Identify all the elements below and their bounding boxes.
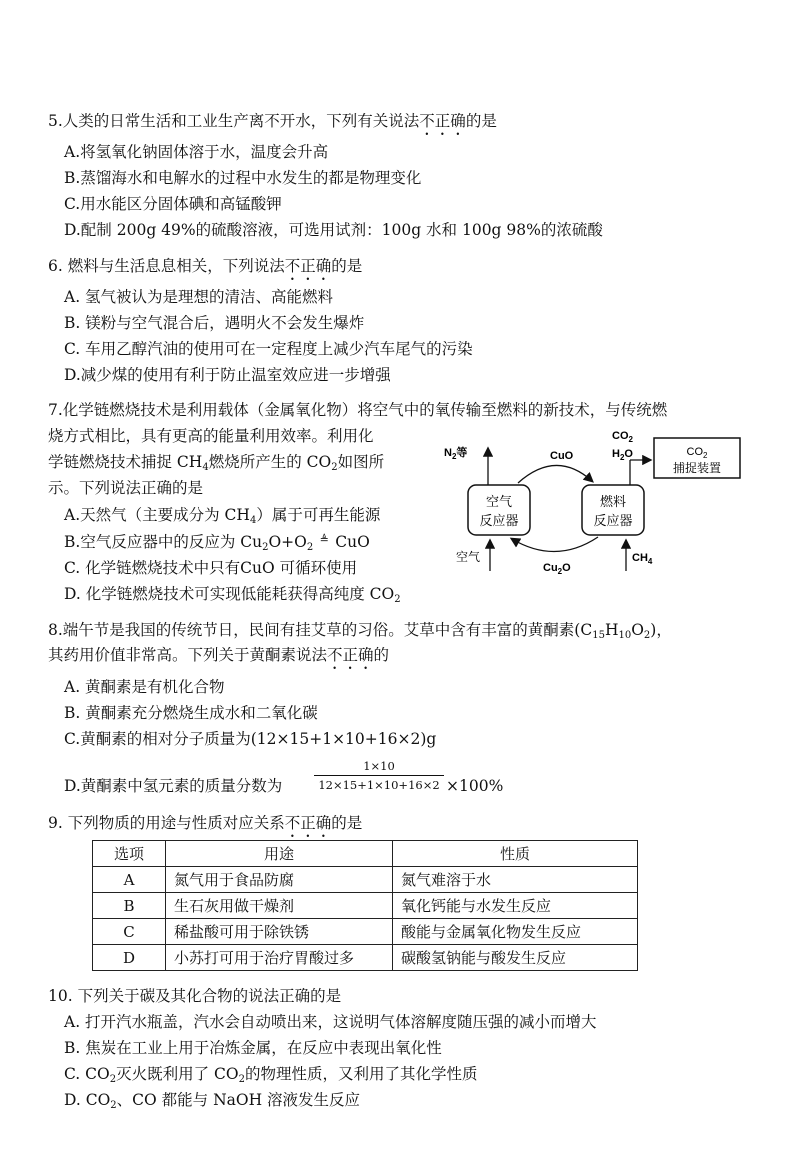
q6-option-a: A. 氢气被认为是理想的清洁、高能燃料 xyxy=(64,288,334,306)
ch4-label: $CH_4$ xyxy=(632,552,653,566)
q8-stem-line2: 其药用价值非常高。下列关于黄酮素说法不正确的 xyxy=(48,646,390,664)
cu2o-flow-arrow xyxy=(512,537,598,552)
q10-stem: 10. 下列关于碳及其化合物的说法正确的是 xyxy=(48,987,342,1005)
q5-stem: 5.人类的日常生活和工业生产离不开水，下列有关说法不正确的是 xyxy=(48,112,497,130)
n2-label: $N_2$等 xyxy=(444,447,468,461)
co2-label: $CO_2$ xyxy=(612,430,633,444)
q7-stem-line3: 学链燃烧技术捕捉 $CH_4$燃烧所产生的 $CO_2$如图所 xyxy=(48,453,385,473)
fraction-denominator: 12×15+1×10+16×2 xyxy=(318,778,440,792)
q5-option-a: A.将氢氧化钠固体溶于水，温度会升高 xyxy=(64,143,329,161)
q5-option-b: B.蒸馏海水和电解水的过程中水发生的都是物理变化 xyxy=(64,169,422,187)
cell-use: 生石灰用做干燥剂 xyxy=(166,893,393,919)
cu2o-label: $Cu_2O$ xyxy=(543,562,571,575)
q6-stem: 6. 燃料与生活息息相关，下列说法不正确的是 xyxy=(48,257,363,275)
cuo-label: CuO xyxy=(550,450,574,462)
capture-device-co2: $CO_2$ xyxy=(686,446,708,460)
cell-property: 碳酸氢钠能与酸发生反应 xyxy=(393,945,638,971)
h2o-label: $H_2O$ xyxy=(612,448,633,462)
table-row xyxy=(93,867,638,893)
q9-table xyxy=(92,840,638,971)
q7-option-b: B.空气反应器中的反应为 $Cu_2O+O_2≜$ CuO xyxy=(64,532,370,554)
fuel-reactor-label-2: 反应器 xyxy=(593,513,633,528)
q7-option-a: A.天然气（主要成分为 $CH_4$）属于可再生能源 xyxy=(64,506,381,526)
cell-property: 氮气难溶于水 xyxy=(393,867,638,893)
fraction-numerator: 1×10 xyxy=(363,759,395,773)
q6-option-b: B. 镁粉与空气混合后，遇明火不会发生爆炸 xyxy=(64,314,365,332)
capture-device-label: 捕捉装置 xyxy=(672,461,722,475)
fraction-bar xyxy=(314,775,444,776)
air-reactor-label-2: 反应器 xyxy=(479,513,519,528)
q10-option-b: B. 焦炭在工业上用于冶炼金属，在反应中表现出氧化性 xyxy=(64,1039,442,1057)
q7-stem-line2: 烧方式相比，具有更高的能量利用效率。利用化 xyxy=(48,427,374,445)
q6-option-c: C. 车用乙醇汽油的使用可在一定程度上减少汽车尾气的污染 xyxy=(64,340,473,358)
header-use: 用途 xyxy=(166,841,393,867)
chemical-looping-diagram xyxy=(440,425,750,575)
header-option: 选项 xyxy=(93,841,166,867)
cell-option: C xyxy=(93,919,166,945)
cell-option: D xyxy=(93,945,166,971)
q7-stem-line1: 7.化学链燃烧技术是利用载体（金属氧化物）将空气中的氧传输至燃料的新技术，与传统燃 xyxy=(48,401,668,419)
q8-option-b: B. 黄酮素充分燃烧生成水和二氧化碳 xyxy=(64,704,318,722)
q7-option-c: C. 化学链燃烧技术中只有CuO 可循环使用 xyxy=(64,559,358,577)
q8-percent-tail: ×100% xyxy=(446,777,504,795)
cell-property: 氧化钙能与水发生反应 xyxy=(393,893,638,919)
q10-option-a: A. 打开汽水瓶盖，汽水会自动喷出来，这说明气体溶解度随压强的减小而增大 xyxy=(64,1013,597,1031)
air-in-label: 空气 xyxy=(456,550,481,564)
q5-option-d: D.配制 200g 49%的硫酸溶液，可选用试剂：100g 水和 100g 98%的浓硫酸 xyxy=(64,221,603,239)
fuel-reactor-label-1: 燃料 xyxy=(599,494,627,509)
q8-stem-line1: 8.端午节是我国的传统节日，民间有挂艾草的习俗。艾草中含有丰富的黄酮素$(C_{15}H_{10}O_2)$， xyxy=(48,621,672,641)
q5-option-c: C.用水能区分固体碘和高锰酸钾 xyxy=(64,195,282,213)
cell-use: 氮气用于食品防腐 xyxy=(166,867,393,893)
table-row xyxy=(93,893,638,919)
q8-fraction xyxy=(314,758,444,793)
q8-option-c: C.黄酮素的相对分子质量为(12×15+1×10+16×2)g xyxy=(64,730,437,748)
cell-use: 小苏打可用于治疗胃酸过多 xyxy=(166,945,393,971)
q9-stem: 9. 下列物质的用途与性质对应关系不正确的是 xyxy=(48,814,363,832)
q8-option-d: D.黄酮素中氢元素的质量分数为 xyxy=(64,777,283,795)
table-header-row xyxy=(93,841,638,867)
cuo-flow-arrow xyxy=(518,465,592,483)
q6-option-d: D.减少煤的使用有利于防止温室效应进一步增强 xyxy=(64,366,391,384)
q7-option-d: D. 化学链燃烧技术可实现低能耗获得高纯度 $CO_2$ xyxy=(64,585,401,605)
cell-property: 酸能与金属氧化物发生反应 xyxy=(393,919,638,945)
q8-option-a: A. 黄酮素是有机化合物 xyxy=(64,678,225,696)
heating-arrow-icon: ≜ xyxy=(319,533,329,546)
cell-option: A xyxy=(93,867,166,893)
cell-option: B xyxy=(93,893,166,919)
q10-option-d: D. $CO_2$、CO 都能与 NaOH 溶液发生反应 xyxy=(64,1091,361,1111)
air-reactor-label-1: 空气 xyxy=(485,494,513,509)
table-row xyxy=(93,945,638,971)
q7-stem-line4: 示。下列说法正确的是 xyxy=(48,479,204,497)
table-row xyxy=(93,919,638,945)
q10-option-c: C. $CO_2$灭火既利用了 $CO_2$的物理性质，又利用了其化学性质 xyxy=(64,1065,478,1085)
cell-use: 稀盐酸可用于除铁锈 xyxy=(166,919,393,945)
header-property: 性质 xyxy=(393,841,638,867)
